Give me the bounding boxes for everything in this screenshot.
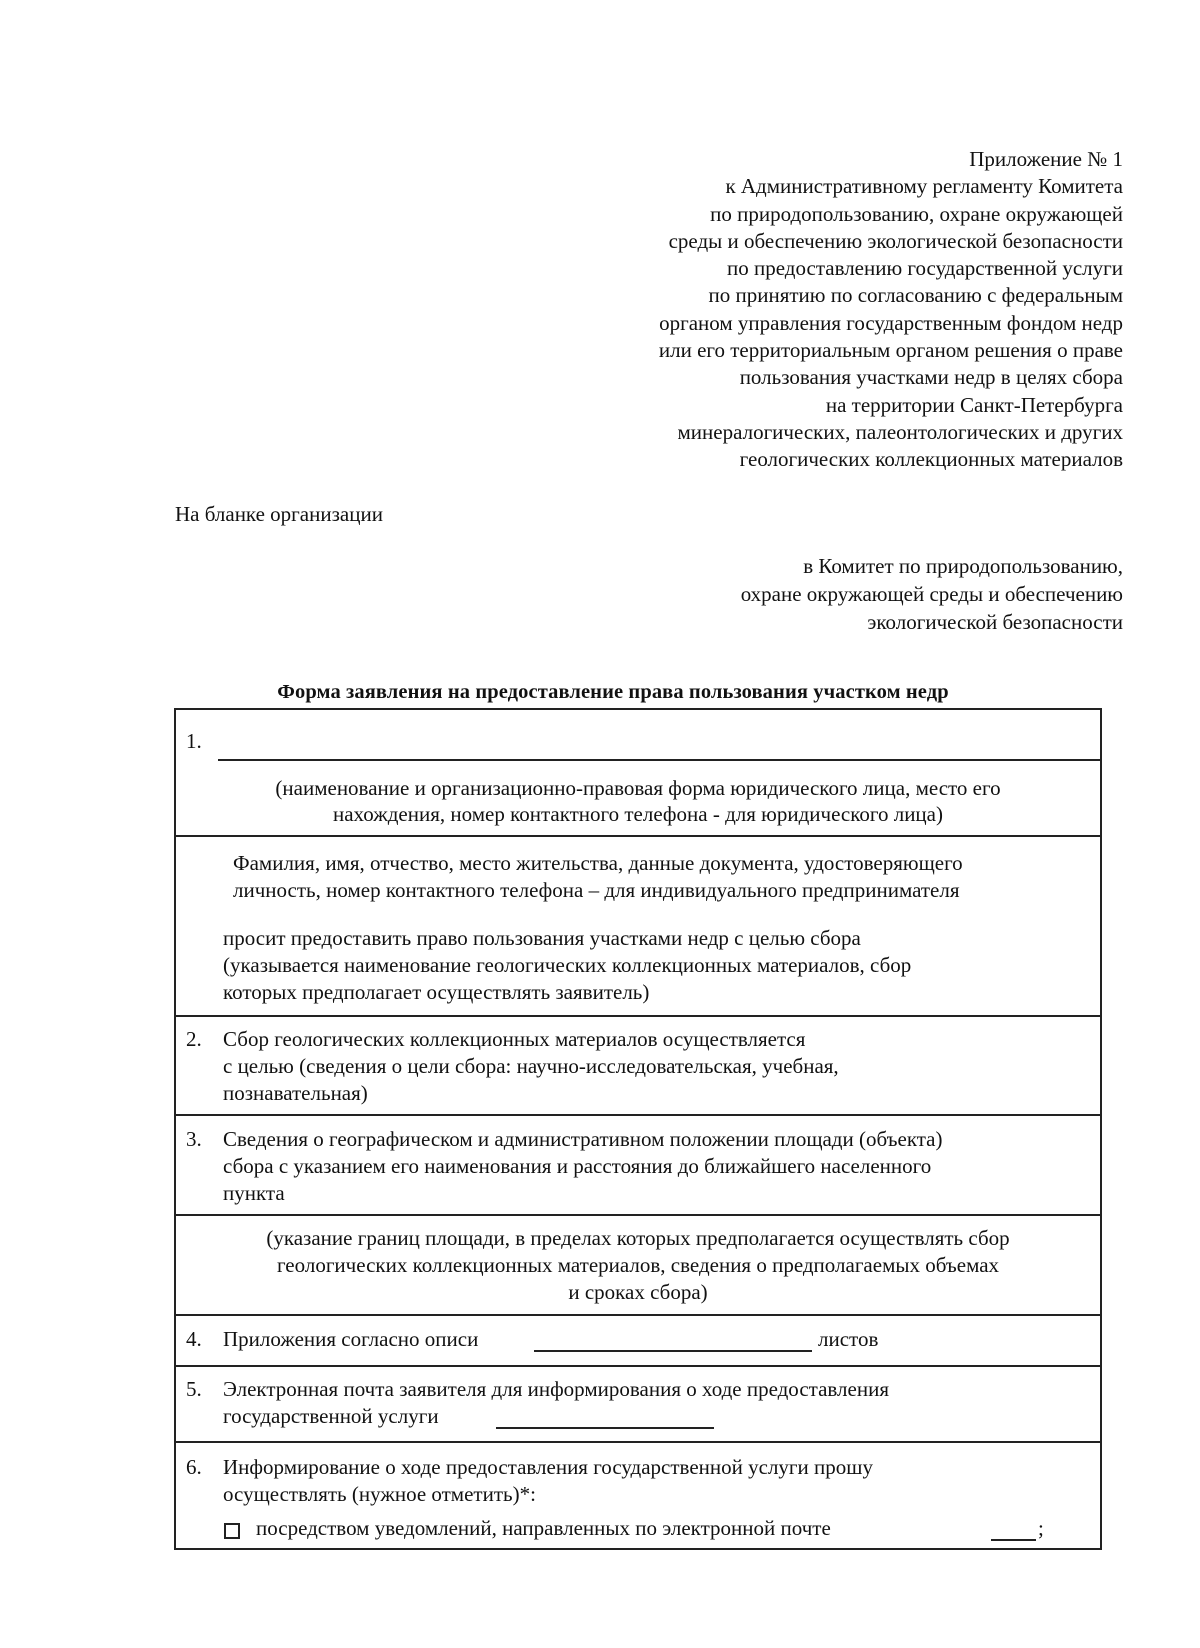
appendix-line: по принятию по согласованию с федеральным <box>708 283 1123 308</box>
appendix-line: пользования участками недр в целях сбора <box>739 365 1123 390</box>
appendix-line: к Административному регламенту Комитета <box>725 174 1123 199</box>
addressee-line: охране окружающей среды и обеспечению <box>740 582 1123 606</box>
email-field[interactable] <box>496 1427 714 1429</box>
item-2-line2: с целью (сведения о цели сбора: научно-исследовательская, учебная, <box>223 1054 839 1078</box>
item-2-line3: познавательная) <box>223 1081 368 1105</box>
item-6-line2: осуществлять (нужное отметить)*: <box>223 1482 536 1506</box>
appendix-line: Приложение № 1 <box>969 147 1123 171</box>
applicant-name-field[interactable] <box>218 759 1100 761</box>
item-5-number: 5. <box>186 1377 202 1401</box>
appendix-line: по предоставлению государственной услуги <box>727 256 1123 281</box>
row-divider <box>176 1314 1100 1316</box>
item-3-caption-line3: и сроках сбора) <box>568 1280 708 1304</box>
row-divider <box>176 1365 1100 1367</box>
item-2-number: 2. <box>186 1027 202 1051</box>
row-divider <box>176 1015 1100 1017</box>
appendix-line: по природопользованию, охране окружающей <box>710 201 1123 226</box>
item-6-option1-end: ; <box>1038 1516 1044 1540</box>
appendix-line: среды и обеспечению экологической безопасности <box>668 228 1123 253</box>
item-1-number: 1. <box>186 729 202 753</box>
item-1-person-line2: личность, номер контактного телефона – для индивидуального предпринимателя <box>233 878 960 902</box>
item-1-person-line1: Фамилия, имя, отчество, место жительства, данные документа, удостоверяющего <box>233 851 963 875</box>
item-6-line1: Информирование о ходе предоставления государственной услуги прошу <box>223 1455 873 1479</box>
item-3-number: 3. <box>186 1127 202 1151</box>
email-notification-checkbox[interactable] <box>224 1523 240 1539</box>
attachments-count-field[interactable] <box>534 1350 812 1352</box>
addressee-line: экологической безопасности <box>867 610 1123 634</box>
row-divider <box>176 1114 1100 1116</box>
item-1-request-line2: (указывается наименование геологических коллекционных материалов, сбор <box>223 953 912 977</box>
item-1-caption-line1: (наименование и организационно-правовая форма юридического лица, место его <box>275 776 1001 800</box>
appendix-line: геологических коллекционных материалов <box>739 447 1123 472</box>
item-3-caption-line1: (указание границ площади, в пределах которых предполагается осуществлять сбор <box>266 1226 1010 1250</box>
item-5-line1: Электронная почта заявителя для информирования о ходе предоставления <box>223 1377 889 1401</box>
item-6-option1: посредством уведомлений, направленных по электронной почте <box>256 1516 831 1540</box>
appendix-line: на территории Санкт-Петербурга <box>825 392 1123 417</box>
item-3-line2: сбора с указанием его наименования и расстояния до ближайшего населенного <box>223 1154 932 1178</box>
addressee-line: в Комитет по природопользованию, <box>803 554 1123 578</box>
letterhead-note: На бланке организации <box>175 502 383 526</box>
form-title: Форма заявления на предоставление права пользования участком недр <box>277 681 949 703</box>
item-5-line2: государственной услуги <box>223 1404 439 1428</box>
appendix-line: минералогических, палеонтологических и других <box>677 419 1123 444</box>
item-4-text: Приложения согласно описи <box>223 1327 479 1351</box>
item-1-caption-line2: нахождения, номер контактного телефона - для юридического лица) <box>332 802 943 826</box>
item-3-line1: Сведения о географическом и административном положении площади (объекта) <box>223 1127 943 1151</box>
item-3-line3: пункта <box>223 1181 285 1205</box>
item-4-number: 4. <box>186 1327 202 1351</box>
row-divider <box>176 1441 1100 1443</box>
appendix-header <box>503 146 1123 474</box>
addressee-block <box>623 552 1123 636</box>
item-1-request-line3: которых предполагает осуществлять заявитель) <box>223 980 650 1004</box>
item-3-caption-line2: геологических коллекционных материалов, сведения о предполагаемых объемах <box>276 1253 1000 1277</box>
email-option-field[interactable] <box>991 1539 1036 1541</box>
item-1-request-line1: просит предоставить право пользования участками недр с целью сбора <box>223 926 861 950</box>
appendix-line: органом управления государственным фондом недр <box>659 310 1123 335</box>
row-divider <box>176 1214 1100 1216</box>
item-2-line1: Сбор геологических коллекционных материалов осуществляется <box>223 1027 806 1051</box>
item-4-suffix: листов <box>818 1327 879 1351</box>
application-form-table <box>174 708 1102 1550</box>
appendix-line: или его территориальным органом решения о праве <box>658 338 1123 363</box>
item-6-number: 6. <box>186 1455 202 1479</box>
row-divider <box>176 835 1100 837</box>
